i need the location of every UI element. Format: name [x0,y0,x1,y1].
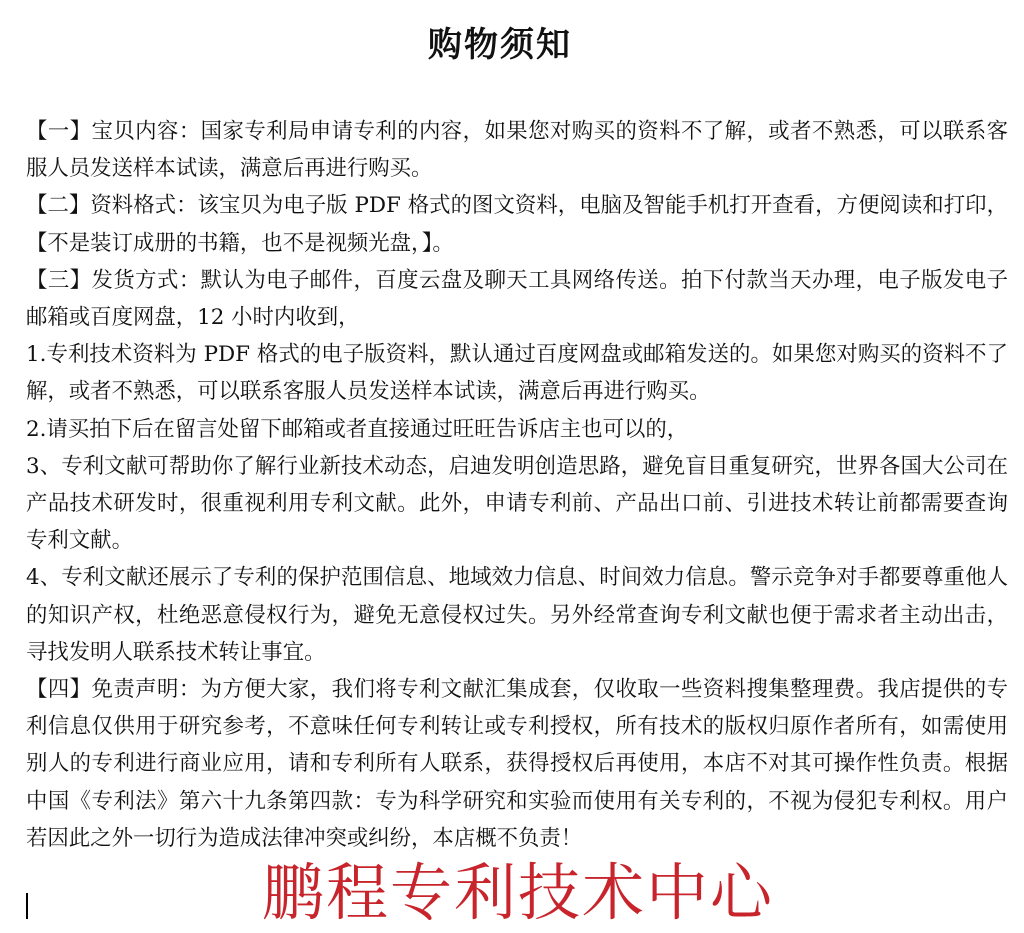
shop-name-stamp: 鹏程专利技术中心 [262,856,775,929]
paragraph-delivery-method: 【三】发货方式：默认为电子邮件，百度云盘及聊天工具网络传送。拍下付款当天办理，电子版发电子邮箱或百度网盘，12 小时内收到， [26,267,1008,331]
paragraph-note-2: 2.请买拍下后在留言处留下邮箱或者直接通过旺旺告诉店主也可以的， [26,416,689,442]
paragraph-disclaimer: 【四】免责声明：为方便大家，我们将专利文献汇集成套，仅收取一些资料搜集整理费。我店提供的专利信息仅供用于研究参考，不意味任何专利转让或专利授权，所有技术的版权归原作者所有，如需使用别人的专利进行商业应用，请和专利所有人联系，获得授权后再使用，本店不对其可操作性负责。根据中国《专利法》第六十九条第四款：专为科学研究和实验而使用有关专利的，不视为侵犯专利权。用户若因此之外一切行为造成法律冲突或纠纷，本店概不负责！ [26,677,1008,851]
document-body [26,113,1008,857]
paragraph-note-1: 1.专利技术资料为 PDF 格式的电子版资料，默认通过百度网盘或邮箱发送的。如果您对购买的资料不了解，或者不熟悉，可以联系客服人员发送样本试读，满意后再进行购买。 [26,342,1008,405]
paragraph-material-format: 【二】资料格式：该宝贝为电子版 PDF 格式的图文资料，电脑及智能手机打开查看，方便阅读和打印，【不是装订成册的书籍，也不是视频光盘，】。 [26,193,1008,256]
paragraph-item-contents: 【一】宝贝内容：国家专利局申请专利的内容，如果您对购买的资料不了解，或者不熟悉，可以联系客服人员发送样本试读，满意后再进行购买。 [26,119,1008,182]
text-cursor[interactable] [26,893,28,919]
paragraph-note-4: 4、专利文献还展示了专利的保护范围信息、地域效力信息、时间效力信息。警示竞争对手都要尊重他人的知识产权，杜绝恶意侵权行为，避免无意侵权过失。另外经常查询专利文献也便于需求者主动出击，寻找发明人联系技术转让事宜。 [26,565,1008,665]
paragraph-note-3: 3、专利文献可帮助你了解行业新技术动态，启迪发明创造思路，避免盲目重复研究，世界各国大公司在产品技术研发时，很重视利用专利文献。此外，申请专利前、产品出口前、引进技术转让前都需要查询专利文献。 [26,453,1008,554]
document-title: 购物须知 [428,25,572,65]
